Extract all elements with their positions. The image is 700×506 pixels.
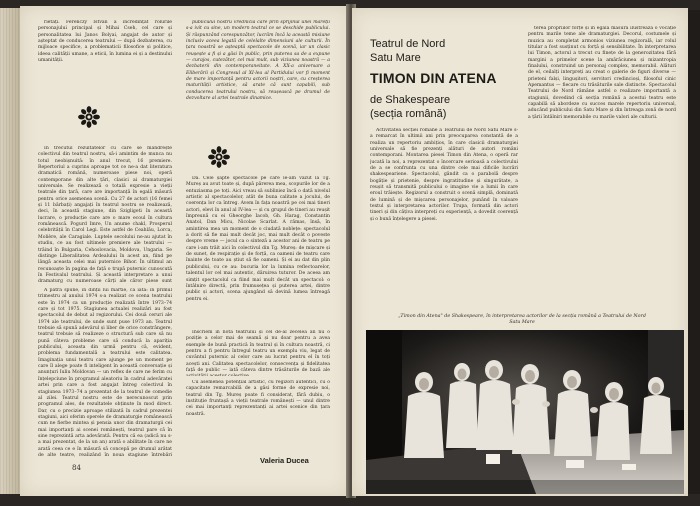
left-col1-bottom: A patra spune, în dinții lui martie, că iată: în primul trimestru al anului 1974 s-a realizat ce scena teatrului este în 1974 ca un producție realizată între 1973–74 care și tot 1975. Stagiunea actualei realizări au fost spectacolul de debut al regizorului. Cei două ceruri ale 1974 ale teatrului, de unde sunt puse 1973 an. Teatrul trebuie să spună adevărul și liber de orice constrângere, teatrul trebuie să realizeze o structură sub care să nu pună câteva probleme care să conducă la apariția publicului, aceasta din urmă pentru că, evident, problema fundamentală a teatrului este calitatea. Imaginația unui teatru care ajunge pe un moment pe care îl alege poate fi inteligent în această conversație și anunțuri Iuliu Moldovan — un reflex de care ne ferim cu înțelepciune în programul aleatoriu în cadrul adevăratei artei prin care a fost angajat întreg colectivul în stagiunea 1973–74 a prezentat de la teatrul de comedie al zilei. Teatrul nostru este de nerecunoscut prin programul ales, de rezultatele obținute în mod direct. Dar, cu o precizie aproape stilizată în cadrul prezentei stagiuni, aici oferim operele de dramaturgie românească cum ne fierbe mintea și pensia unor din dramaturgii cei mai importanți ai scenei românești, teatrul pare că în sine reprezintă arta adevărată. Pentru că ea (adică nu s-a mai prezentat, de la un an) arată o abilitate în care ne arată ceea ce e în măsură să concepă pe drumul arătat de alte teatre, realizând în noua stagiune întrebări bbox=[38, 288, 172, 458]
theatre-name-line1: Teatrul de Nord bbox=[370, 38, 446, 50]
left-page bbox=[20, 6, 350, 496]
ornament-flower-icon bbox=[78, 106, 100, 128]
page-number: 84 bbox=[72, 464, 81, 472]
right-page bbox=[352, 8, 688, 496]
play-title: TIMON DIN ATENA bbox=[370, 70, 497, 86]
right-col1: Activitatea secției române a Teatrului de Nord Satu Mare s-a remarcat în ultimii ani prin preocuparea constantă de a realiza un repertoriu ambițios, în care clasicii dramaturgiei universale să fie prezenți alături de autori români contemporani. Montarea piesei Timon din Atena, o operă rar jucată la noi, a reprezentat o încercare serioasă a colectivului de a se confrunta cu una dintre cele mai dificile lucrări shakespeariene. Spectacolul, gândit ca o parabolă despre bogăție și prietenie, despre ingratitudine și singurătate, a reușit să transmită publicului o imagine vie a lumii în care eroul trăiește. Regizorul a construit o scenă simplă, dominată de lumină și de mișcarea personajelor, punând în valoare textul și interpretarea actorilor. Trupa, formată din actori tineri și din câțiva interpreți cu experiență, a dovedit coerență și o bună înțelegere a piesei. bbox=[370, 128, 518, 222]
left-col2-bottom: Cu asemenea potențial artistic, cu regizori autentici, cu o capacitate remarcabilă de a găsi forme de expresie noi, teatrul din Tg. Mureș poate fi considerat, fără dubiu, o instituție fruntașă a vieții teatrale românești — unul dintre cei mai importanți reprezentanți ai artei scenice din țara noastră. bbox=[186, 380, 330, 417]
ornament-flower-icon bbox=[208, 146, 230, 168]
author-signature: Valeria Ducea bbox=[260, 456, 309, 465]
page-edge-stack bbox=[0, 8, 21, 494]
play-author: de Shakespeare bbox=[370, 94, 451, 106]
right-col2: terea propriilor forțe și în egală măsură ilustrează o vocație pentru marile teme ale dramaturgiei. Decorul, costumele și muzica au completat armonios viziunea regizorală, iar rolul titular a fost susținut cu forță și sensibilitate. În interpretarea lui Timon, actorul a trecut cu finețe de la generozitatea fără margini a primelor scene la amărăciunea și mizantropia finalului, construind un personaj complex, memorabil. Alături de el, ceilalți interpreți au creat o galerie de figuri diverse — prieteni falși, lingușitori, servitori credincioși, filosoful cinic Apemantus — fiecare cu trăsăturile sale distincte. Spectacolul Teatrului de Nord rămâne astfel o realizare importantă a stagiunii, dovedind că secția română a acestui teatru este capabilă să abordeze cu succes marele repertoriu universal, aducând publicului din Satu Mare și din întreaga zonă de nord a țării întâlniri memorabile cu marile valori ale culturii. bbox=[528, 26, 676, 120]
stage-scene-image bbox=[366, 330, 684, 494]
theatre-name-line2: Satu Mare bbox=[370, 52, 421, 64]
stage-photo bbox=[366, 330, 684, 494]
left-col2-middle: Da. Cele șapte spectacole pe care le-am văzut la Tg. Mureș au avut toate și, după părerea mea, scopurile lor de a entuziasma pe toți. Aici vreau să subliniez încă o dată nivelul artistic al spectacolelor, atât de buna calitate a jocului, de coerența lor ca întreg. Avem în fața noastră pe cei mai tineri actori, elevi în anul al IV-lea — și cu grupul de tineri au reușit împreună cu ei Gheorghe Iacob, Gh. Harag, Constantin Anatol, Dan Micu, Nicolae Scarlat. A rămas, însă, în amintirea mea un moment de o ciudată noblețe: spectacolul a dorit să fie mai mult decât joc, mai mult decât o poveste despre vreme — jocul ca o sinteză a acestor ani de teatru pe care i-am trăit aici în colectivul din Tg. Mureș: de mișcare și de sunet, de respirație și de forță, ca oameni de teatru care înainte de toate au știut să fie oameni. Și ei au dat din plin publicului, cu ce au: bucuria lor la lumina reflectoarelor, talentul lor cel mai autentic, dăruirea tuturor. De aceea am simțit spectacolul ca fiind mai mult decât un spectacol: o întâlnire directă, prin frumusețea și puterea artei, dintre public și actori, scena ajungând să devină lumea întreagă pentru ei. bbox=[186, 176, 330, 302]
left-col1-middle: În trecutul rezultatelor cu care se mândrește colectivul din teatrul nostru, să-i amintim de munca nu totul neobișnuită: în anul trecut, 16 premiere. Repertoriul a cuprins aproape tot ce ne-a dat literatura dramatică română, numeroase piese noi, operă contemporane din alte țări, clasici ai dramaturgiei universale. Se realizează o totală expresie a vieții teatrale din țară, care are importanță în egală măsură pentru orice asemenea scenă. Cu 27 de actori (16 femei și 11 bărbați) angajați în teatrul nostru se realizează, deci, în această stagiune, din Szigligeti în această lucrare, o producție care are o mare ecoul în cultura românească. Pogurd Imre, Un anume chakl, Prosperul celebrității în Carol Legi. Este astfel de Ceahlău, Lorca, Molière, ale Caragiale. Luptele secolului ne-au ajutat în studiu, ce au fost ultimele premiere ale teatrului — trăind în Bulgaria, Cehoslovacia, Moldova, Ungaria. Se distinge Liberalitatea Ardealului în acest an, fiind pe lângă aceasta celei mai puternice Bihor. În ultimul an recunoaște în pagina de față o trupă puternic cunoscută în Festivalul teatrului. Și această interpretare a unui dramaturg cu numeroase cărți ale căror piese sunt bbox=[38, 146, 172, 284]
left-col2-top: publicului nostru vrednicia care prin sprijinul unei măreții s-a ivit cu sine, un modern teatral ce se deschide publicului. Și răspunzând corespunzător, lucrăm încă la această misiune inclusiv aceea legată de celelalte dimensiuni ale culturii. În țara noastră se așteaptă spectacole de scenă, iar un clasic reușește a fi și a găsi în public, prin puterea sa de a expune — curajos, cutezător, cel mai mult, sub viziunea noastră — a dezbaterii din contemporaneitate. A XX-a aniversare a Eliberării și Congresul al XI-lea al Partidului vor fi moment de mare importanță pentru actorii noștri, care, cu creșterea maturității artistice, să arate că sunt capabili, sub conducerea teatrului nostru, să reușească pe drumul de dezvoltare al artei teatrale dinamice. bbox=[186, 20, 330, 102]
book-right-edge bbox=[688, 10, 700, 494]
left-col2-lower: Înscriem în nota teatrului și cel de-al zecelea an nu o poziție a celor mai de seamă și nu doar pentru a avea exemple de bună practică în teatrul și în cultura noastră, ci pentru a fi pentru întregul teatru un exemplu viu, legat de cuvântul puternic al celor care au lucrat pentru el în toți acești ani. Calitatea spectacolelor, consecvența și fidelitatea față de public — iată câteva dintre trăsăturile de bază ale bbox=[186, 330, 330, 374]
photo-caption: „Timon din Atena" de Shakespeare, în interpretarea actorilor de la secția română a Teatrului de Nord Satu Mare bbox=[398, 314, 646, 326]
theatre-section: (secția română) bbox=[370, 108, 447, 120]
left-col1-top: rietăți. Ferenczy István a încredințat rolurile personajului principal și Mihai Cseh, cel care și personalitatea lui Janos Bolyai, angajat de autor și așteptat de conducerea teatrului — după dezbaterea, cu mijloace specifice, a problematicii filosofice și politice, ideea calității umane, a eticii, în lumina ei și a destinului umanității. bbox=[38, 20, 172, 64]
